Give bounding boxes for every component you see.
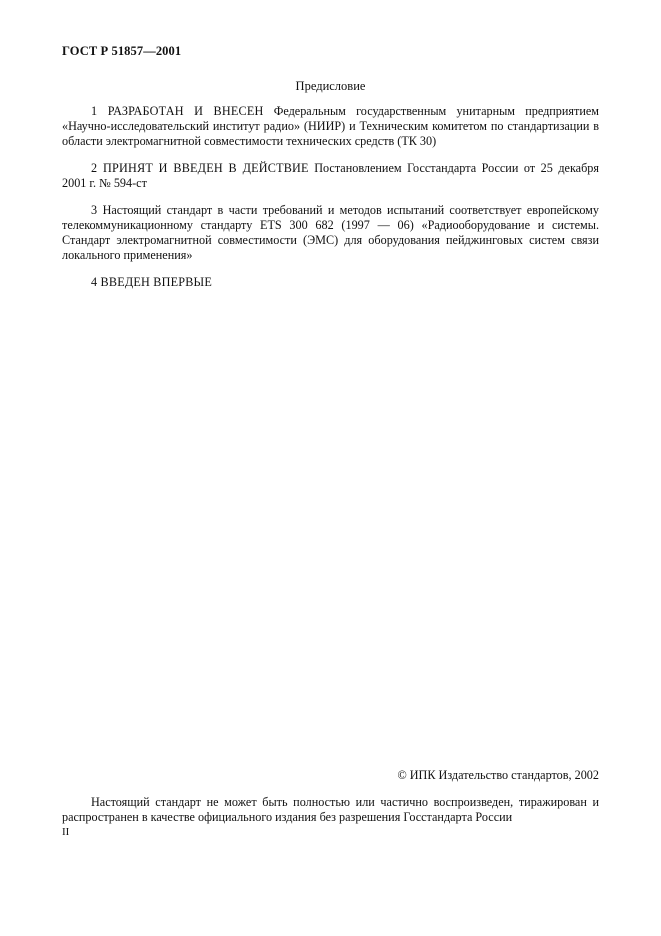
reproduction-notice: Настоящий стандарт не может быть полностью или частично воспроизведен, тиражирован и распространен в качестве официального издания без разрешения Госстандарта России [62, 795, 599, 824]
document-code: ГОСТ Р 51857—2001 [62, 44, 182, 58]
item-text: Настоящий стандарт в части требований и методов испытаний соответствует европейскому телекоммуникационному стандарту ETS 300 682 (1997 — 06) «Радиооборудование и системы. Стандарт электромагнитной совместимости (ЭМС) для оборудования пейджинговых систем связи локального применения» [62, 203, 599, 262]
preface-item-1 [62, 104, 599, 149]
preface-item-4 [62, 275, 599, 290]
preface-content [62, 104, 599, 302]
item-lead: 1 РАЗРАБОТАН И ВНЕСЕН [91, 104, 264, 118]
item-lead: 4 ВВЕДЕН ВПЕРВЫЕ [91, 275, 213, 289]
preface-item-2 [62, 161, 599, 191]
preface-item-3 [62, 203, 599, 263]
item-text: Федеральным государственным унитарным предприятием «Научно-исследовательский институт радио» (НИИР) и Техническим комитетом по стандартизации в области электромагнитной совместимости технических средств (ТК 30) [62, 104, 599, 148]
section-title: Предисловие [295, 79, 366, 93]
item-lead: 2 ПРИНЯТ И ВВЕДЕН В ДЕЙСТВИЕ [91, 161, 309, 175]
item-lead: 3 [91, 203, 98, 217]
item-text: Постановлением Госстандарта России от 25 декабря 2001 г. № 594-ст [62, 161, 599, 190]
copyright-line: © ИПК Издательство стандартов, 2002 [397, 768, 599, 782]
page-number: II [62, 826, 70, 838]
